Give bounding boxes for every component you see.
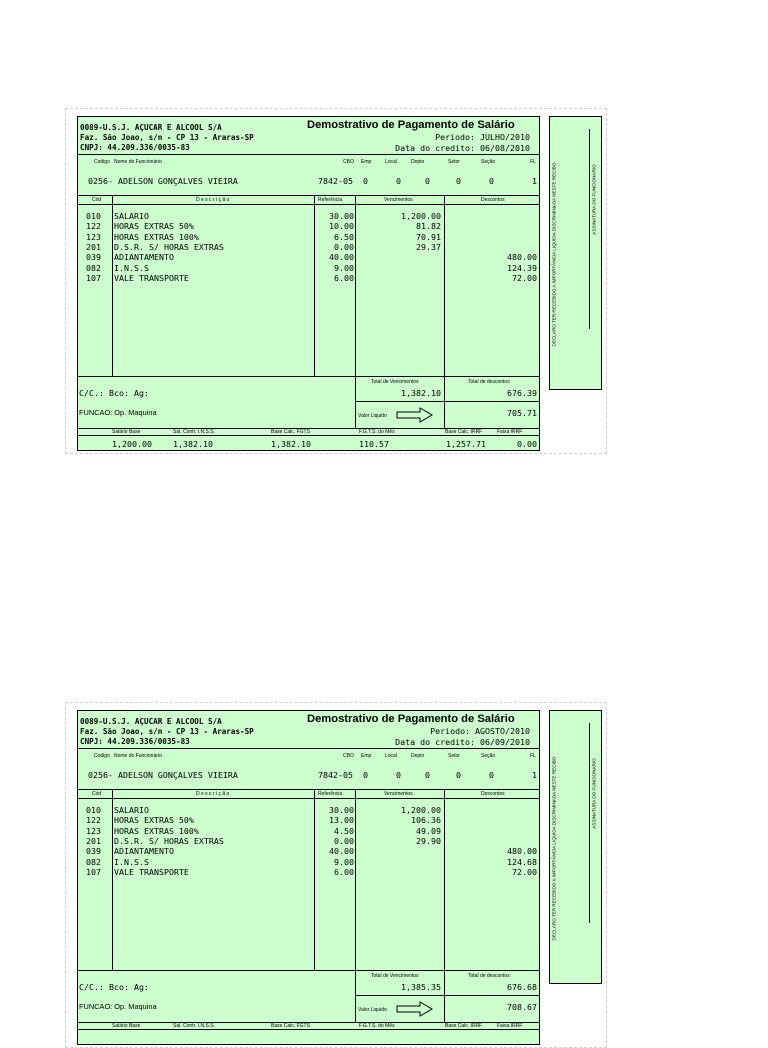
col-vencimentos: Vencimentos <box>384 791 413 797</box>
label-secao: Seção <box>481 753 496 759</box>
payslip <box>65 702 607 1048</box>
item-reference: 10.00 <box>329 221 354 232</box>
item-description: VALE TRANSPORTE <box>114 272 189 283</box>
employee-depto: 0 <box>425 770 430 780</box>
col-descricao: D e s c r i ç ã o <box>196 197 230 203</box>
item-reference: 40.00 <box>329 252 354 263</box>
item-vencimento: 1,200.00 <box>401 211 441 221</box>
footer-label-base-irrf: Base Calc. IRRF <box>445 429 483 435</box>
total-venc-label: Total de Vencimentos <box>371 379 419 385</box>
item-code: 107 <box>86 866 101 877</box>
signature-label: ASSINATURA DO FUNCIONÁRIO <box>591 164 597 235</box>
bank-account: C/C.: Bco: Ag: <box>79 388 149 398</box>
arrow-right-icon <box>396 407 434 423</box>
item-reference: 30.00 <box>329 211 354 221</box>
item-description: SALARIO <box>114 805 149 815</box>
label-depto: Depto <box>411 753 425 759</box>
employee-emp: 0 <box>363 770 368 780</box>
footer-label-base-fgts: Base Calc. FGTS <box>271 1023 310 1029</box>
item-desconto: 72.00 <box>512 866 537 877</box>
employee-fl: 1 <box>532 176 537 186</box>
divider <box>78 970 539 971</box>
label-fl: FL <box>530 159 536 165</box>
item-reference: 4.50 <box>334 825 354 836</box>
item-vencimento: 106.36 <box>411 815 441 826</box>
item-reference: 6.00 <box>334 272 354 283</box>
item-vencimento: 70.91 <box>416 231 441 242</box>
signature-line <box>589 723 590 923</box>
signature-line <box>589 129 590 329</box>
total-vencimentos: 1,382.10 <box>401 388 441 398</box>
column-separator <box>112 789 113 970</box>
employee-emp: 0 <box>363 176 368 186</box>
col-vencimentos: Vencimentos <box>384 197 413 203</box>
item-vencimento: 29.37 <box>416 241 441 252</box>
divider <box>78 798 539 799</box>
arrow-right-icon <box>396 1001 434 1017</box>
item-desconto: 124.68 <box>507 856 537 867</box>
item-code: 039 <box>86 846 101 857</box>
item-code: 201 <box>86 241 101 252</box>
footer-label-salario-base: Salário Base <box>112 429 141 435</box>
valor-liquido-label: Valor Liquido <box>358 413 387 419</box>
valor-liquido-label: Valor Liquido <box>358 1007 387 1013</box>
column-separator <box>444 789 445 1022</box>
item-vencimento: 29.90 <box>416 835 441 846</box>
label-codigo: Codigo <box>94 753 110 759</box>
employee-depto: 0 <box>425 176 430 186</box>
valor-liquido: 705.71 <box>507 408 537 418</box>
divider <box>78 204 539 205</box>
employee-local: 0 <box>396 176 401 186</box>
col-cod: Cód <box>92 197 102 203</box>
total-vencimentos: 1,385.35 <box>401 982 441 992</box>
item-description: ADIANTAMENTO <box>114 846 174 857</box>
col-descontos: Descontos <box>481 197 505 203</box>
item-reference: 0.00 <box>334 835 354 846</box>
item-description: HORAS EXTRAS 50% <box>114 815 194 826</box>
item-code: 010 <box>86 805 101 815</box>
item-code: 010 <box>86 211 101 221</box>
divider <box>78 435 539 436</box>
item-description: HORAS EXTRAS 50% <box>114 221 194 232</box>
label-local: Local <box>385 753 397 759</box>
company-address: Faz. São Joao, s/n - CP 13 - Araras-SP <box>80 133 254 142</box>
payslip-body <box>77 116 540 451</box>
item-code: 039 <box>86 252 101 263</box>
item-reference: 0.00 <box>334 241 354 252</box>
employee-code-name: 0256- ADELSON GONÇALVES VIEIRA <box>88 176 238 186</box>
item-desconto: 72.00 <box>512 272 537 283</box>
company-cnpj: CNPJ: 44.209.336/0035-83 <box>80 143 190 152</box>
footer-base-irrf: 1,257.71 <box>446 439 486 449</box>
total-desc-label: Total de descontos <box>468 973 510 979</box>
divider <box>78 376 539 377</box>
label-cbo: CBO <box>343 753 354 759</box>
company-name: 0089-U.S.J. AÇUCAR E ALCOOL S/A <box>80 717 222 726</box>
item-code: 122 <box>86 815 101 826</box>
label-codigo: Codigo <box>94 159 110 165</box>
period: Periodo: AGOSTO/2010 <box>430 726 530 736</box>
footer-faixa-irrf: 0.00 <box>517 439 537 449</box>
receipt-declaration: DECLARO TER RECEBIDO A IMPORTÂNCIA LIQUIDA DISCRIMINADA NESTE RECIBO <box>551 756 557 941</box>
column-separator <box>112 195 113 376</box>
company-name: 0089-U.S.J. AÇUCAR E ALCOOL S/A <box>80 123 222 132</box>
item-desconto: 480.00 <box>507 846 537 857</box>
employee-secao: 0 <box>489 176 494 186</box>
label-setor: Setor <box>448 159 460 165</box>
item-description: VALE TRANSPORTE <box>114 866 189 877</box>
item-description: SALARIO <box>114 211 149 221</box>
funcao: FUNCAO: Op. Maquina <box>79 1002 157 1011</box>
col-referencia: Referência <box>318 791 343 797</box>
label-cbo: CBO <box>343 159 354 165</box>
item-code: 082 <box>86 856 101 867</box>
total-descontos: 676.68 <box>507 982 537 992</box>
col-referencia: Referência <box>318 197 343 203</box>
employee-code-name: 0256- ADELSON GONÇALVES VIEIRA <box>88 770 238 780</box>
item-code: 082 <box>86 262 101 273</box>
divider <box>78 154 539 155</box>
footer-base-fgts: 1,382.10 <box>271 439 311 449</box>
receipt-declaration: DECLARO TER RECEBIDO A IMPORTÂNCIA LIQUIDA DISCRIMINADA NESTE RECIBO <box>551 162 557 347</box>
item-reference: 40.00 <box>329 846 354 857</box>
item-code: 107 <box>86 272 101 283</box>
col-cod: Cód <box>92 791 102 797</box>
divider <box>355 995 539 996</box>
item-vencimento: 49.09 <box>416 825 441 836</box>
label-setor: Setor <box>448 753 460 759</box>
item-reference: 13.00 <box>329 815 354 826</box>
item-description: HORAS EXTRAS 100% <box>114 231 199 242</box>
employee-fl: 1 <box>532 770 537 780</box>
col-descricao: D e s c r i ç ã o <box>196 791 230 797</box>
footer-label-fgts-mes: F.G.T.S. do Mês <box>359 429 395 435</box>
receipt-strip <box>549 116 602 390</box>
label-local: Local <box>385 159 397 165</box>
payslip <box>65 108 607 454</box>
footer-salario-base: 1,200.00 <box>112 439 152 449</box>
label-depto: Depto <box>411 159 425 165</box>
footer-label-sal-contr: Sal. Contr. I.N.S.S. <box>173 1023 215 1029</box>
item-description: ADIANTAMENTO <box>114 252 174 263</box>
funcao: FUNCAO: Op. Maquina <box>79 408 157 417</box>
item-description: I.N.S.S <box>114 262 149 273</box>
item-code: 123 <box>86 231 101 242</box>
total-descontos: 676.39 <box>507 388 537 398</box>
credit-date: Data do credito: 06/08/2010 <box>395 143 530 153</box>
label-secao: Seção <box>481 159 496 165</box>
payslip-body <box>77 710 540 1045</box>
item-code: 122 <box>86 221 101 232</box>
total-venc-label: Total de Vencimentos <box>371 973 419 979</box>
item-code: 123 <box>86 825 101 836</box>
footer-label-faixa-irrf: Faixa IRRF <box>497 429 523 435</box>
footer-sal-contr: 1,382.10 <box>173 439 213 449</box>
footer-label-base-irrf: Base Calc. IRRF <box>445 1023 483 1029</box>
footer-label-salario-base: Salário Base <box>112 1023 141 1029</box>
label-nome: Nome do Funcionário <box>114 159 162 165</box>
receipt-strip <box>549 710 602 984</box>
item-reference: 6.50 <box>334 231 354 242</box>
footer-label-base-fgts: Base Calc. FGTS <box>271 429 310 435</box>
employee-local: 0 <box>396 770 401 780</box>
label-nome: Nome do Funcionário <box>114 753 162 759</box>
divider <box>355 401 539 402</box>
item-reference: 9.00 <box>334 856 354 867</box>
document-title: Demostrativo de Pagamento de Salário <box>307 119 515 131</box>
column-separator <box>444 195 445 428</box>
employee-cbo: 7842-05 <box>318 770 353 780</box>
period: Periodo: JULHO/2010 <box>435 132 530 142</box>
item-reference: 9.00 <box>334 262 354 273</box>
item-vencimento: 1,200.00 <box>401 805 441 815</box>
item-desconto: 480.00 <box>507 252 537 263</box>
bank-account: C/C.: Bco: Ag: <box>79 982 149 992</box>
label-emp: Emp <box>361 753 372 759</box>
employee-cbo: 7842-05 <box>318 176 353 186</box>
item-description: I.N.S.S <box>114 856 149 867</box>
footer-label-faixa-irrf: Faixa IRRF <box>497 1023 523 1029</box>
company-cnpj: CNPJ: 44.209.336/0035-83 <box>80 737 190 746</box>
divider <box>78 1029 539 1030</box>
item-description: D.S.R. S/ HORAS EXTRAS <box>114 835 224 846</box>
divider <box>78 789 539 790</box>
employee-setor: 0 <box>456 176 461 186</box>
footer-fgts-mes: 110.57 <box>359 439 389 449</box>
signature-label: ASSINATURA DO FUNCIONÁRIO <box>591 758 597 829</box>
item-desconto: 124.39 <box>507 262 537 273</box>
footer-label-fgts-mes: F.G.T.S. do Mês <box>359 1023 395 1029</box>
footer-label-sal-contr: Sal. Contr. I.N.S.S. <box>173 429 215 435</box>
item-reference: 30.00 <box>329 805 354 815</box>
credit-date: Data do credito: 06/09/2010 <box>395 737 530 747</box>
employee-setor: 0 <box>456 770 461 780</box>
item-description: D.S.R. S/ HORAS EXTRAS <box>114 241 224 252</box>
document-title: Demostrativo de Pagamento de Salário <box>307 713 515 725</box>
employee-secao: 0 <box>489 770 494 780</box>
item-description: HORAS EXTRAS 100% <box>114 825 199 836</box>
item-reference: 6.00 <box>334 866 354 877</box>
divider <box>78 195 539 196</box>
label-emp: Emp <box>361 159 372 165</box>
item-code: 201 <box>86 835 101 846</box>
valor-liquido: 708.67 <box>507 1002 537 1012</box>
company-address: Faz. São Joao, s/n - CP 13 - Araras-SP <box>80 727 254 736</box>
col-descontos: Descontos <box>481 791 505 797</box>
label-fl: FL <box>530 753 536 759</box>
divider <box>78 748 539 749</box>
item-vencimento: 81.82 <box>416 221 441 232</box>
total-desc-label: Total de descontos <box>468 379 510 385</box>
